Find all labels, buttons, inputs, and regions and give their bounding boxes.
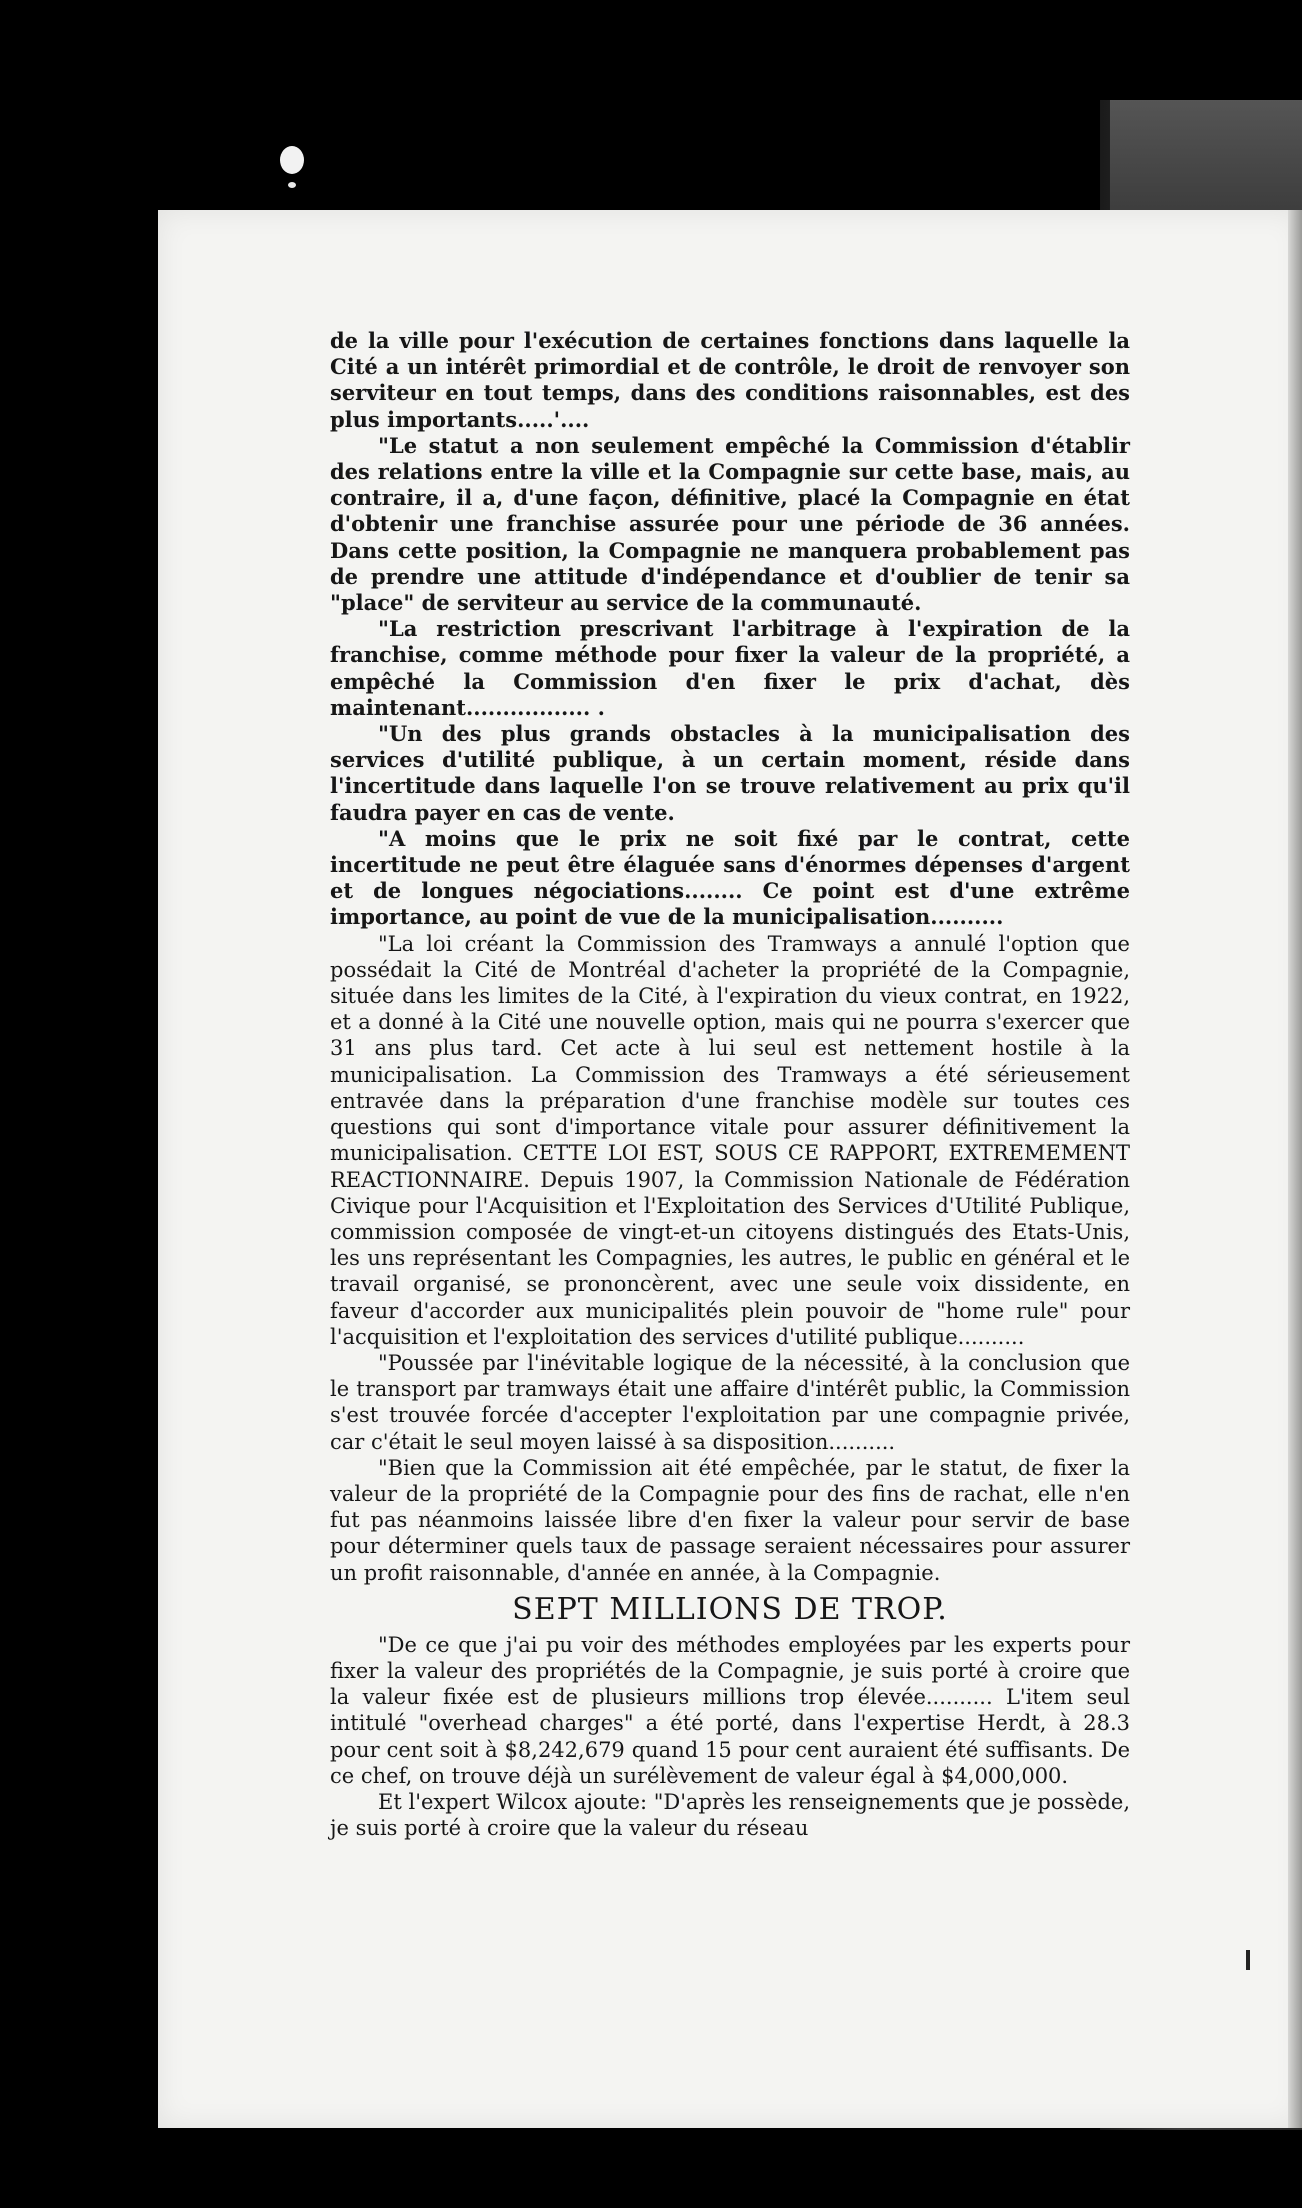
punch-hole-mark — [280, 146, 304, 174]
paragraph: "Un des plus grands obstacles à la municipalisation des services d'utilité publique, à un certain moment, réside dans l'incertitude dans laquelle l'on se trouve relativement au prix qu'il faudra payer en cas de vente. — [330, 721, 1130, 825]
punch-hole-dot — [288, 182, 296, 188]
page-edge-shadow — [1288, 210, 1302, 2128]
paragraph: "La loi créant la Commission des Tramways a annulé l'option que possédait la Cité de Montréal d'acheter la propriété de la Compagnie, située dans les limites de la Cité, à l'expiration du vieux contrat, en 1922, et a donné à la Cité une nouvelle option, mais qui ne pourra s'exercer que 31 ans plus tard. Cet acte à lui seul est nettement hostile à la municipalisation. La Commission des Tramways a été sérieusement entravée dans la préparation d'une franchise modèle sur toutes ces questions qui sont d'importance vitale pour assurer définitivement la municipalisation. CETTE LOI EST, SOUS CE RAPPORT, EXTREMEMENT REACTIONNAIRE. Depuis 1907, la Commission Nationale de Fédération Civique pour l'Acquisition et l'Exploitation des Services d'Utilité Publique, commission composée de vingt-et-un citoyens distingués des Etats-Unis, les uns représentant les Compagnies, les autres, le public en général et le travail organisé, se prononcèrent, avec une seule voix dissidente, en faveur d'accorder aux municipalités plein pouvoir de "home rule" pour l'acquisition et l'exploitation des services d'utilité publique.......... — [330, 931, 1130, 1349]
section-heading: SEPT MILLIONS DE TROP. — [512, 1591, 948, 1627]
paragraph: "A moins que le prix ne soit fixé par le contrat, cette incertitude ne peut être élaguée sans d'énormes dépenses d'argent et de longues négociations........ Ce point est d'une extrême importance, au point de vue de la municipalisation.......... — [330, 825, 1130, 930]
paragraph: "Poussée par l'inévitable logique de la nécessité, à la conclusion que le transport par tramways était une affaire d'intérêt public, la Commission s'est trouvée forcée d'accepter l'exploitation par une compagnie privée, car c'était le seul moyen laissé à sa disposition.......... — [330, 1350, 1130, 1454]
paragraph: "De ce que j'ai pu voir des méthodes employées par les experts pour fixer la valeur des propriétés de la Compagnie, je suis porté à croire que la valeur fixée est de plusieurs millions trop élevée.......... L'item seul intitulé "overhead charges" a été porté, dans l'expertise Herdt, à 28.3 pour cent soit à $8,242,679 quand 15 pour cent auraient été suffisants. De ce chef, on trouve déjà un surélèvement de valeur égal à $4,000,000. — [330, 1632, 1130, 1788]
paragraph: "Bien que la Commission ait été empêchée, par le statut, de fixer la valeur de la propriété de la Compagnie pour des fins de rachat, elle n'en fut pas néanmoins laissée libre d'en fixer la valeur pour servir de base pour déterminer quels taux de passage seraient nécessaires pour assurer un profit raisonnable, d'année en année, à la Compagnie. — [330, 1455, 1130, 1585]
margin-mark — [1246, 1950, 1250, 1970]
paragraph: "La restriction prescrivant l'arbitrage à l'expiration de la franchise, comme méthode pour fixer la valeur de la propriété, a empêché la Commission d'en fixer le prix d'achat, dès maintenant................. . — [330, 616, 1130, 720]
document-text — [330, 328, 1130, 1841]
paragraph: de la ville pour l'exécution de certaines fonctions dans laquelle la Cité a un intérêt primordial et de contrôle, le droit de renvoyer son serviteur en tout temps, dans des conditions raisonnables, est des plus importants.....'.... — [330, 328, 1130, 432]
paragraph: Et l'expert Wilcox ajoute: "D'après les renseignements que je possède, je suis porté à croire que la valeur du réseau — [330, 1789, 1130, 1841]
document-page — [158, 210, 1302, 2128]
paragraph: "Le statut a non seulement empêché la Commission d'établir des relations entre la ville et la Compagnie sur cette base, mais, au contraire, il a, d'une façon, définitive, placé la Compagnie en état d'obtenir une franchise assurée pour une période de 36 années. Dans cette position, la Compagnie ne manquera probablement pas de prendre une attitude d'indépendance et d'oublier de tenir sa "place" de serviteur au service de la communauté. — [330, 432, 1130, 616]
